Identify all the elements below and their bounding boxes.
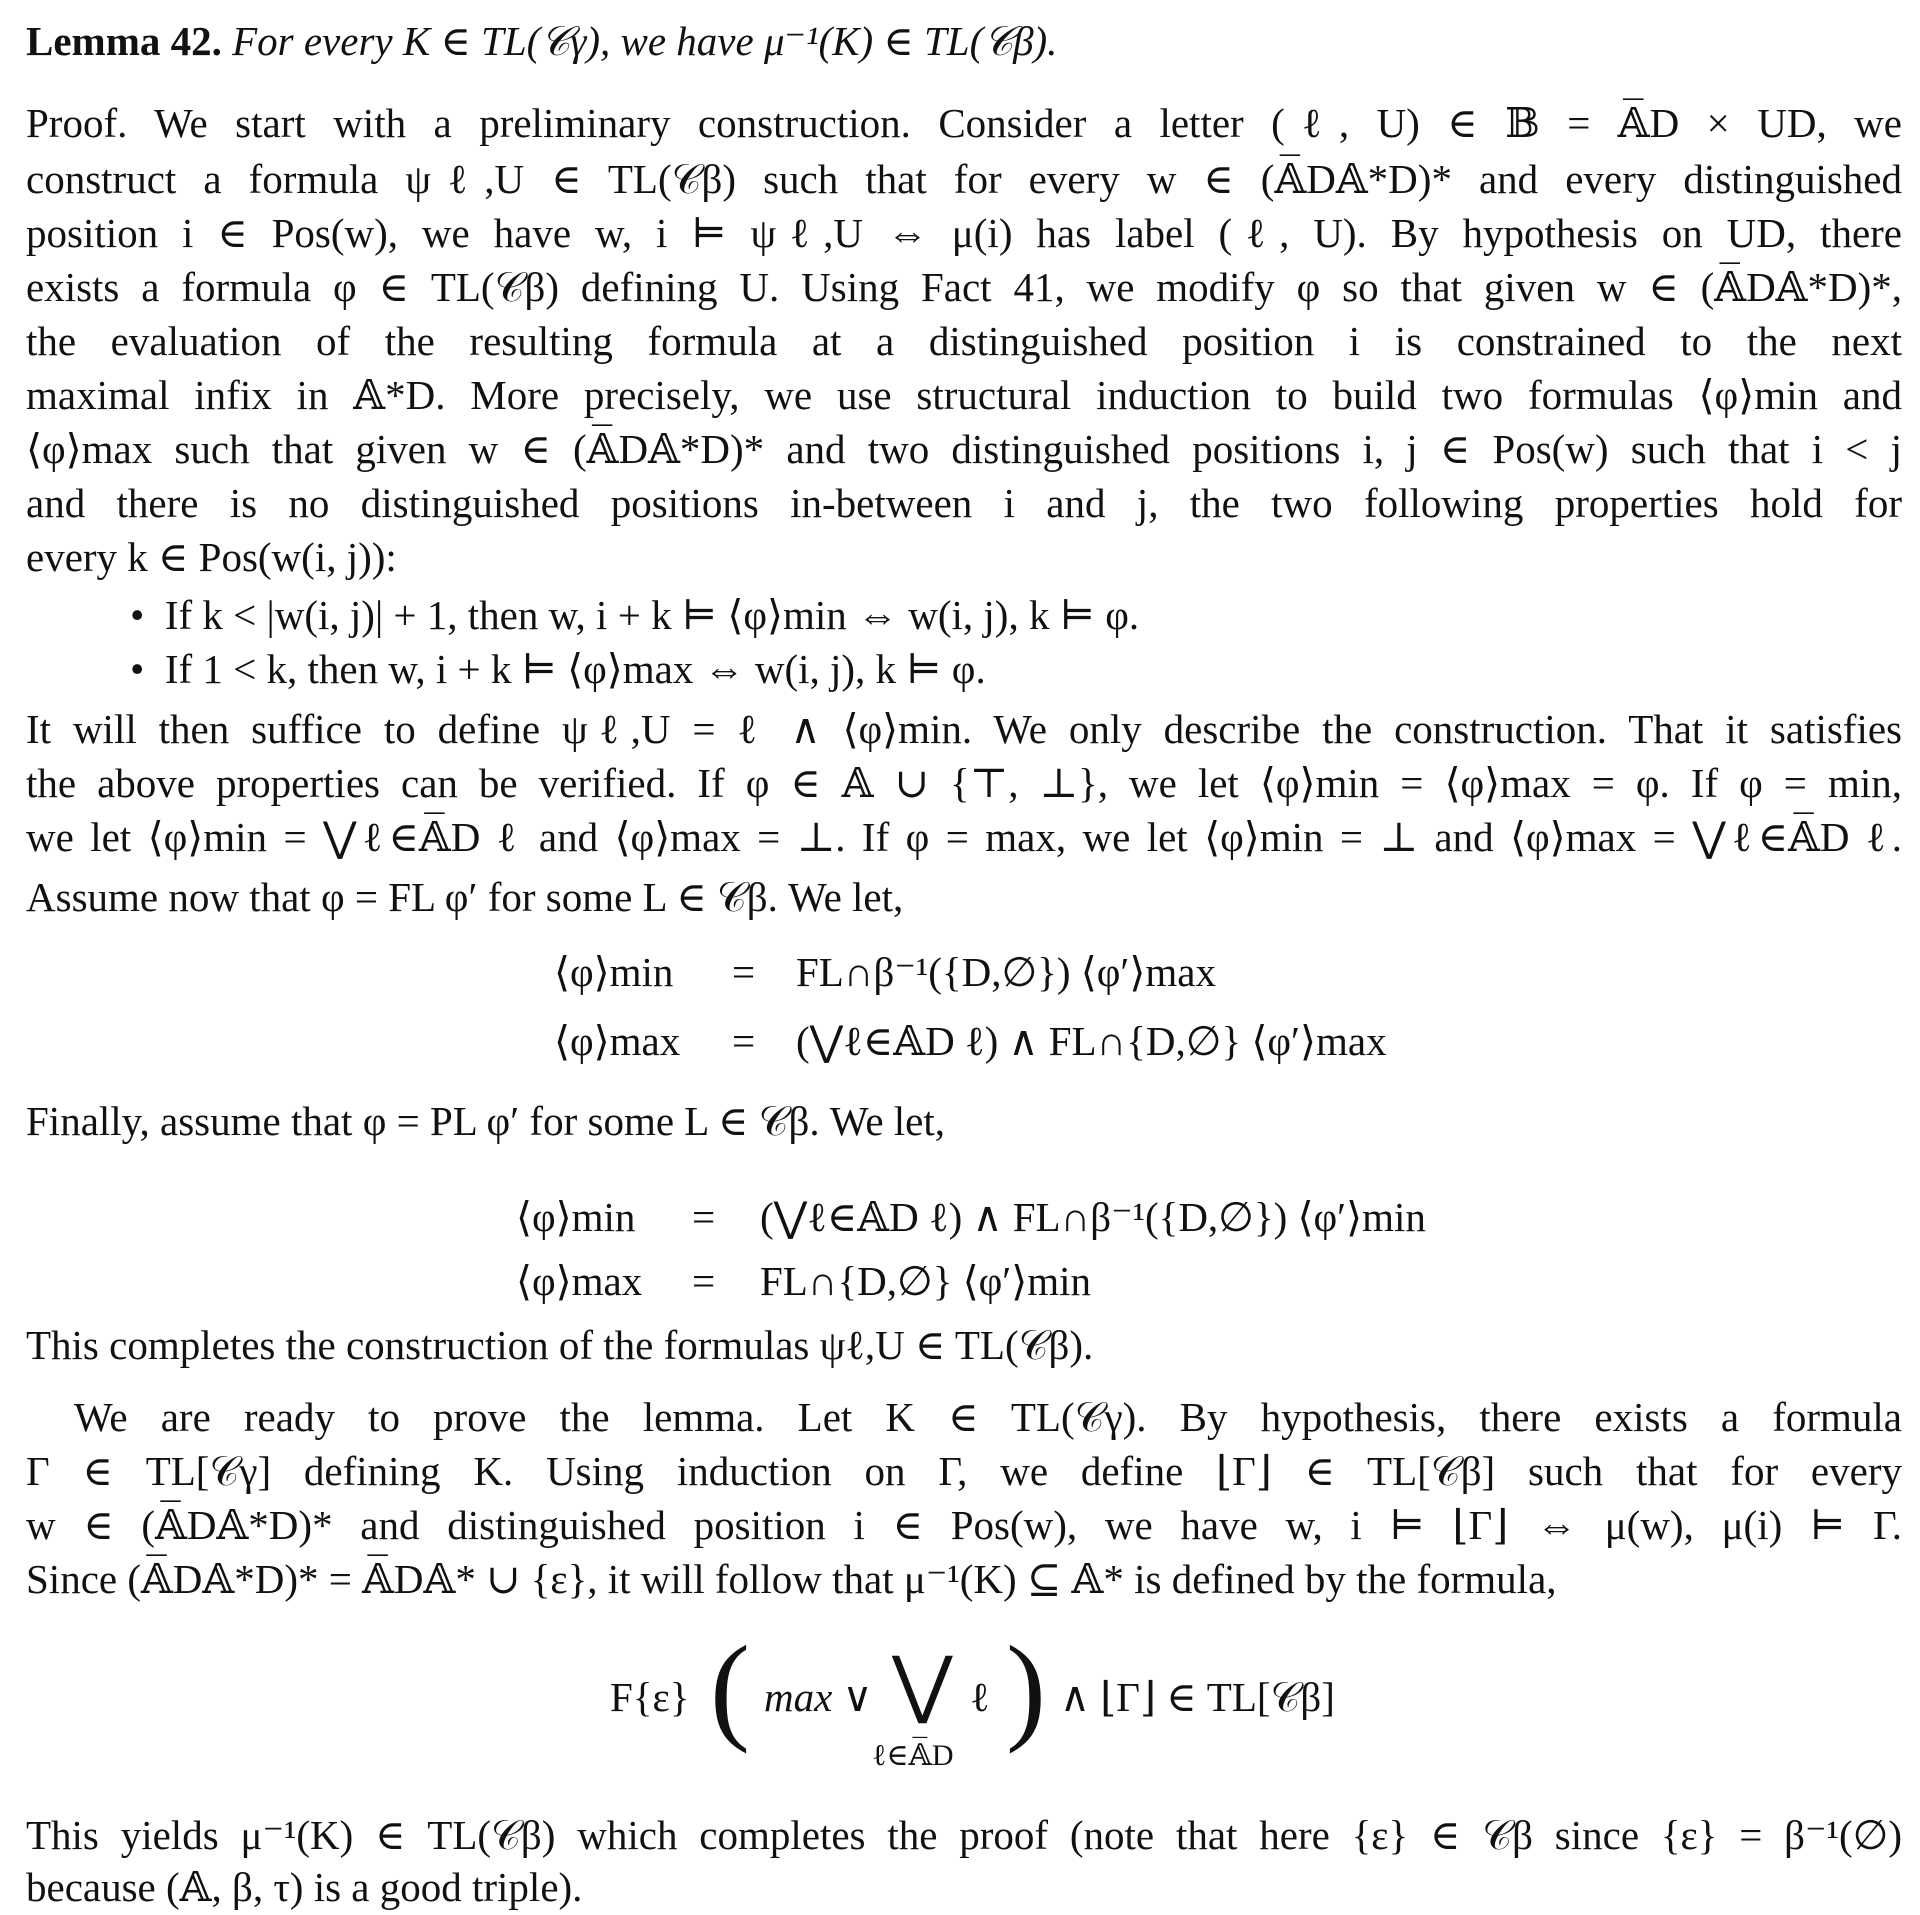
display3-inner: max ∨: [764, 1674, 873, 1720]
display1-rhs-2: (⋁ℓ∈𝔸D ℓ) ∧ FL∩{D,∅} ⟨φ′⟩max: [796, 1018, 1387, 1064]
display1-eq-2: =: [732, 1018, 756, 1064]
para5-line-4: Since (𝔸̅D𝔸*D)* = 𝔸̅D𝔸* ∪ {ε}, it will follow that μ⁻¹(K) ⊆ 𝔸* is defined by the formula,: [26, 1556, 1557, 1602]
lemma-statement: [26, 14, 1057, 68]
display1-lhs-2: ⟨φ⟩max: [554, 1018, 681, 1064]
display1-rhs-1: FL∩β⁻¹({D,∅}) ⟨φ′⟩max: [796, 949, 1216, 995]
bullet-dot-icon: •: [130, 592, 165, 638]
para2-line-2: the above properties can be verified. If φ ∈ 𝔸 ∪ {⊤, ⊥}, we let ⟨φ⟩min = ⟨φ⟩max = φ. If φ = min,: [26, 760, 1902, 806]
proof-line-4: exists a formula φ ∈ TL(𝒞β) defining U. Using Fact 41, we modify φ so that given w ∈ (𝔸̅D𝔸*D)*,: [26, 264, 1902, 310]
display2-eq-2: =: [692, 1258, 716, 1304]
display2-rhs-2: FL∩{D,∅} ⟨φ′⟩min: [760, 1258, 1092, 1304]
display1-lhs-1: ⟨φ⟩min: [554, 949, 674, 995]
para5-line-1: We are ready to prove the lemma. Let K ∈ TL(𝒞γ). By hypothesis, there exists a formula: [74, 1394, 1902, 1440]
para6-line-1: This yields μ⁻¹(K) ∈ TL(𝒞β) which completes the proof (note that here {ε} ∈ 𝒞β since {ε} = β⁻¹(∅): [26, 1812, 1902, 1858]
proof-line-8: and there is no distinguished positions in-between i and j, the two following properties hold for: [26, 480, 1902, 526]
proof-line-9: every k ∈ Pos(w(i, j)):: [26, 534, 397, 580]
proof-line-3: position i ∈ Pos(w), we have w, i ⊨ ψℓ,U ⇔ μ(i) has label (ℓ, U). By hypothesis on UD, there: [26, 210, 1902, 256]
display3-ell: ℓ: [970, 1674, 990, 1720]
proof-line-5: the evaluation of the resulting formula at a distinguished position i is constrained to the next: [26, 318, 1902, 364]
para3-line: Finally, assume that φ = PL φ′ for some L ∈ 𝒞β. We let,: [26, 1098, 945, 1144]
bullet-text: If k < |w(i, j)| + 1, then w, i + k ⊨ ⟨φ⟩min ⇔ w(i, j), k ⊨ φ.: [164, 592, 1140, 638]
proof-line-6: maximal infix in 𝔸*D. More precisely, we use structural induction to build two formulas ⟨φ⟩min and: [26, 372, 1902, 418]
para2-line-3: we let ⟨φ⟩min = ⋁ℓ∈𝔸̅D ℓ and ⟨φ⟩max = ⊥. If φ = max, we let ⟨φ⟩min = ⊥ and ⟨φ⟩max = ⋁ℓ∈𝔸̅D ℓ.: [26, 814, 1902, 860]
para5-line-3: w ∈ (𝔸̅D𝔸*D)* and distinguished position i ∈ Pos(w), we have w, i ⊨ ⌊Γ⌋ ⇔ μ(w), μ(i) ⊨ Γ.: [26, 1502, 1902, 1548]
para6-line-2: because (𝔸, β, τ) is a good triple).: [26, 1864, 583, 1910]
bullet-dot-icon: •: [130, 646, 165, 692]
display2-eq-1: =: [692, 1194, 716, 1240]
para2-line-4: Assume now that φ = FL φ′ for some L ∈ 𝒞β. We let,: [26, 874, 904, 920]
display3-right-paren-icon: ): [1006, 1621, 1046, 1754]
proof-line-7: ⟨φ⟩max such that given w ∈ (𝔸̅D𝔸*D)* and two distinguished positions i, j ∈ Pos(w) such that i < j: [26, 426, 1902, 472]
para2-line-1: It will then suffice to define ψℓ,U = ℓ ∧ ⟨φ⟩min. We only describe the construction. That it satisfies: [26, 706, 1902, 752]
proof-line-2: construct a formula ψℓ,U ∈ TL(𝒞β) such that for every w ∈ (𝔸̅D𝔸*D)* and every distinguished: [26, 156, 1902, 202]
para4-line: This completes the construction of the formulas ψℓ,U ∈ TL(𝒞β).: [26, 1322, 1094, 1368]
display1-eq-1: =: [732, 949, 756, 995]
para5-line-2: Γ ∈ TL[𝒞γ] defining K. Using induction on Γ, we define ⌊Γ⌋ ∈ TL[𝒞β] such that for every: [26, 1448, 1902, 1494]
proof-line-1: Proof. We start with a preliminary construction. Consider a letter (ℓ, U) ∈ 𝔹 = 𝔸̅D × UD, we: [26, 100, 1902, 146]
bullet-item-2: [130, 642, 986, 696]
display3-bigvee: ⋁: [892, 1644, 953, 1726]
display2-lhs-2: ⟨φ⟩max: [516, 1258, 643, 1304]
bullet-text: If 1 < k, then w, i + k ⊨ ⟨φ⟩max ⇔ w(i, j), k ⊨ φ.: [164, 646, 986, 692]
display3-bigvee-subscript: ℓ∈𝔸̅D: [872, 1739, 954, 1772]
display3-left-paren-icon: (: [710, 1621, 750, 1754]
lemma-label: Lemma 42.: [26, 18, 222, 64]
lemma-text: For every K ∈ TL(𝒞γ), we have μ⁻¹(K) ∈ TL(𝒞β).: [232, 18, 1058, 64]
display3-tail: ∧ ⌊Γ⌋ ∈ TL[𝒞β]: [1060, 1674, 1335, 1720]
bullet-item-1: [130, 588, 1139, 642]
display2-lhs-1: ⟨φ⟩min: [516, 1194, 636, 1240]
display3-f: F{ε}: [610, 1674, 690, 1720]
display2-rhs-1: (⋁ℓ∈𝔸D ℓ) ∧ FL∩β⁻¹({D,∅}) ⟨φ′⟩min: [760, 1194, 1426, 1240]
